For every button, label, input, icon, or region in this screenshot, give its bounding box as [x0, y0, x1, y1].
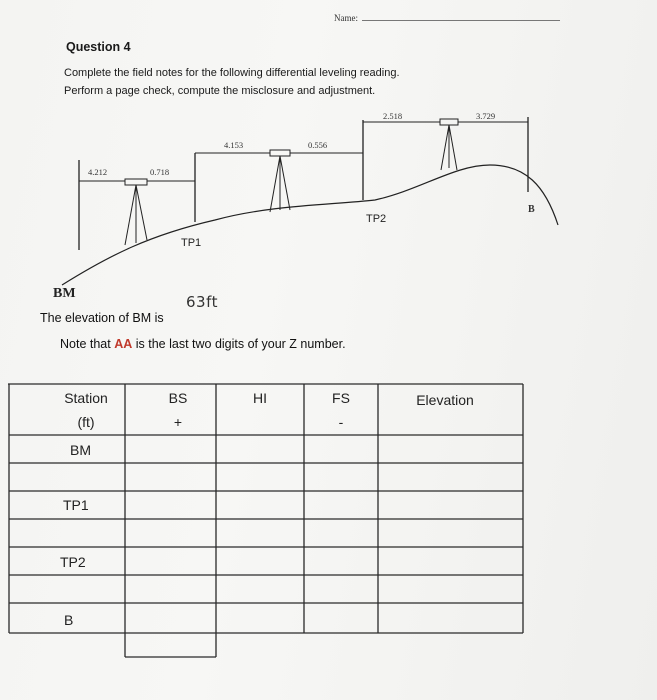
bm-elevation-prompt: The elevation of BM is [40, 311, 164, 325]
note-text-before: Note that [60, 337, 115, 351]
question-title: Question 4 [66, 40, 131, 54]
reading-fs-b: 3.729 [476, 111, 496, 121]
leveling-diagram [0, 100, 657, 300]
question-instruction-2: Perform a page check, compute the misclosure and adjustment. [64, 85, 376, 97]
header-fs-sign: - [338, 414, 344, 430]
header-hi: HI [253, 390, 267, 406]
reading-bs-bm: 4.212 [88, 167, 108, 177]
instrument-1 [125, 179, 147, 245]
station-b: B [64, 612, 74, 628]
header-bs-sign: + [173, 414, 183, 430]
reading-bs-tp1: 4.153 [224, 140, 244, 150]
label-tp1: TP1 [181, 237, 202, 249]
label-bm: BM [53, 286, 76, 300]
question-instruction-1: Complete the field notes for the following differential leveling reading. [64, 67, 400, 79]
reading-bs-tp2: 2.518 [383, 111, 403, 121]
note-aa-highlight: AA [114, 337, 133, 351]
header-station: Station [64, 390, 108, 406]
header-station-unit: (ft) [77, 414, 95, 430]
label-b: B [528, 204, 535, 215]
station-tp2: TP2 [60, 554, 86, 570]
station-tp1: TP1 [63, 497, 89, 513]
handwritten-elevation: 63ft [186, 293, 218, 311]
z-number-note [60, 337, 346, 351]
label-tp2: TP2 [366, 213, 387, 225]
instrument-3 [440, 119, 458, 170]
note-text-after: is the last two digits of your Z number. [132, 337, 346, 351]
header-elevation: Elevation [416, 392, 474, 408]
reading-fs-tp2: 0.556 [308, 140, 328, 150]
instrument-2 [270, 150, 290, 212]
header-fs: FS [332, 390, 350, 406]
header-bs: BS [168, 390, 188, 406]
name-field-line[interactable] [362, 20, 560, 21]
name-label: Name: [334, 13, 358, 23]
station-bm: BM [70, 442, 91, 458]
reading-fs-tp1: 0.718 [150, 167, 170, 177]
